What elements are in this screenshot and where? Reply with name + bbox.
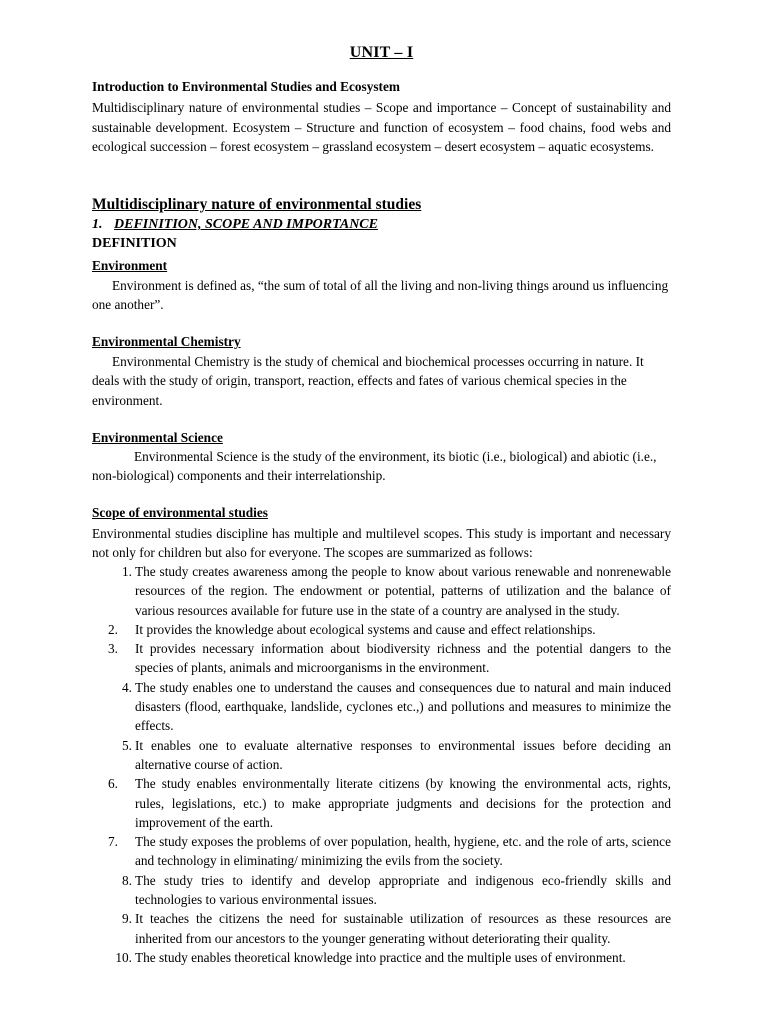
scope-item <box>108 774 671 832</box>
scope-item-text: It teaches the citizens the need for sustainable utilization of resources as these resources are inherited from our ancestors to the younger generating without deteriorating their quality. <box>135 911 671 946</box>
scope-item-text: The study enables theoretical knowledge into practice and the multiple uses of environment. <box>135 949 626 965</box>
scope-item <box>108 736 671 775</box>
scope-item-number: 10. <box>115 949 132 965</box>
subsection-heading <box>92 217 378 233</box>
definition-label: DEFINITION <box>92 236 177 251</box>
scope-item-text: It provides necessary information about biodiversity richness and the potential dangers to the species of plants, animals and microorganisms in the environment. <box>135 641 671 676</box>
unit-title: UNIT – I <box>349 44 414 61</box>
scope-item-text: It enables one to evaluate alternative responses to environmental issues before deciding an alternative course of action. <box>135 737 671 772</box>
subsection-number: 1. <box>92 217 103 232</box>
scope-intro: Environmental studies discipline has multiple and multilevel scopes. This study is important and necessary not only for children but also for everyone. The scopes are summarized as follows: <box>92 526 671 561</box>
scope-item <box>108 678 671 736</box>
science-heading: Environmental Science <box>92 430 223 445</box>
scope-item <box>108 909 671 948</box>
scope-item-number: 9. <box>122 911 132 927</box>
science-definition: Environmental Science is the study of the environment, its biotic (i.e., biological) and abiotic (i.e., non-biological) components and their interrelationship. <box>92 449 657 484</box>
scope-item <box>108 562 671 620</box>
environment-heading: Environment <box>92 258 168 273</box>
scope-item <box>108 620 671 639</box>
scope-item <box>108 832 671 871</box>
chemistry-definition: Environmental Chemistry is the study of chemical and biochemical processes occurring in nature. It deals with the study of origin, transport, reaction, effects and fates of various chemical species in the environment. <box>92 354 644 408</box>
scope-item-number: 8. <box>122 872 132 888</box>
scope-item-number: 7. <box>108 834 118 850</box>
scope-item <box>108 639 671 678</box>
scope-list <box>108 562 671 967</box>
scope-heading: Scope of environmental studies <box>92 505 268 520</box>
intro-syllabus-text: Multidisciplinary nature of environmental studies – Scope and importance – Concept of sustainability and sustainable development. Ecosystem – Structure and function of ecosystem – food chains, food webs and ecological succession – forest ecosystem – grassland ecosystem – desert ecosystem – aquatic ecosystems. <box>92 100 671 154</box>
scope-item-text: The study tries to identify and develop appropriate and indigenous eco-friendly skills and technologies to various environmental issues. <box>135 872 671 908</box>
scope-item-text: The study enables environmentally literate citizens (by knowing the environmental acts, rights, rules, legislations, etc.) to make appropriate judgments and decisions for the protection and improvement of the earth. <box>135 776 671 830</box>
scope-item-number: 4. <box>122 679 132 695</box>
scope-item-number: 2. <box>108 621 118 637</box>
scope-item-number: 6. <box>108 776 118 792</box>
chemistry-heading: Environmental Chemistry <box>92 334 241 349</box>
scope-item-text: It provides the knowledge about ecological systems and cause and effect relationships. <box>135 621 596 637</box>
scope-item-number: 1. <box>122 564 132 579</box>
environment-definition: Environment is defined as, “the sum of total of all the living and non-living things around us influencing one another”. <box>92 278 669 313</box>
subsection-title: DEFINITION, SCOPE AND IMPORTANCE <box>114 217 378 232</box>
scope-item-number: 5. <box>122 737 132 753</box>
scope-item-text: The study creates awareness among the people to know about various renewable and nonrenewable resources of the region. The endowment or potential, patterns of utilization and the balance of various resources available for future use in the state of a country are analysed in the study. <box>135 564 671 618</box>
section-heading: Multidisciplinary nature of environmental studies <box>92 196 422 213</box>
scope-item-number: 3. <box>108 641 118 657</box>
scope-item-text: The study exposes the problems of over population, health, hygiene, etc. and the role of arts, science and technology in eliminating/ minimizing the evils from the society. <box>135 834 671 869</box>
scope-item-text: The study enables one to understand the causes and consequences due to natural and main induced disasters (flood, earthquake, landslide, cyclones etc.,) and pollutions and measures to minimize the effects. <box>135 679 671 734</box>
scope-item <box>108 948 671 967</box>
scope-item <box>108 871 671 910</box>
intro-heading: Introduction to Environmental Studies and Ecosystem <box>92 79 400 94</box>
